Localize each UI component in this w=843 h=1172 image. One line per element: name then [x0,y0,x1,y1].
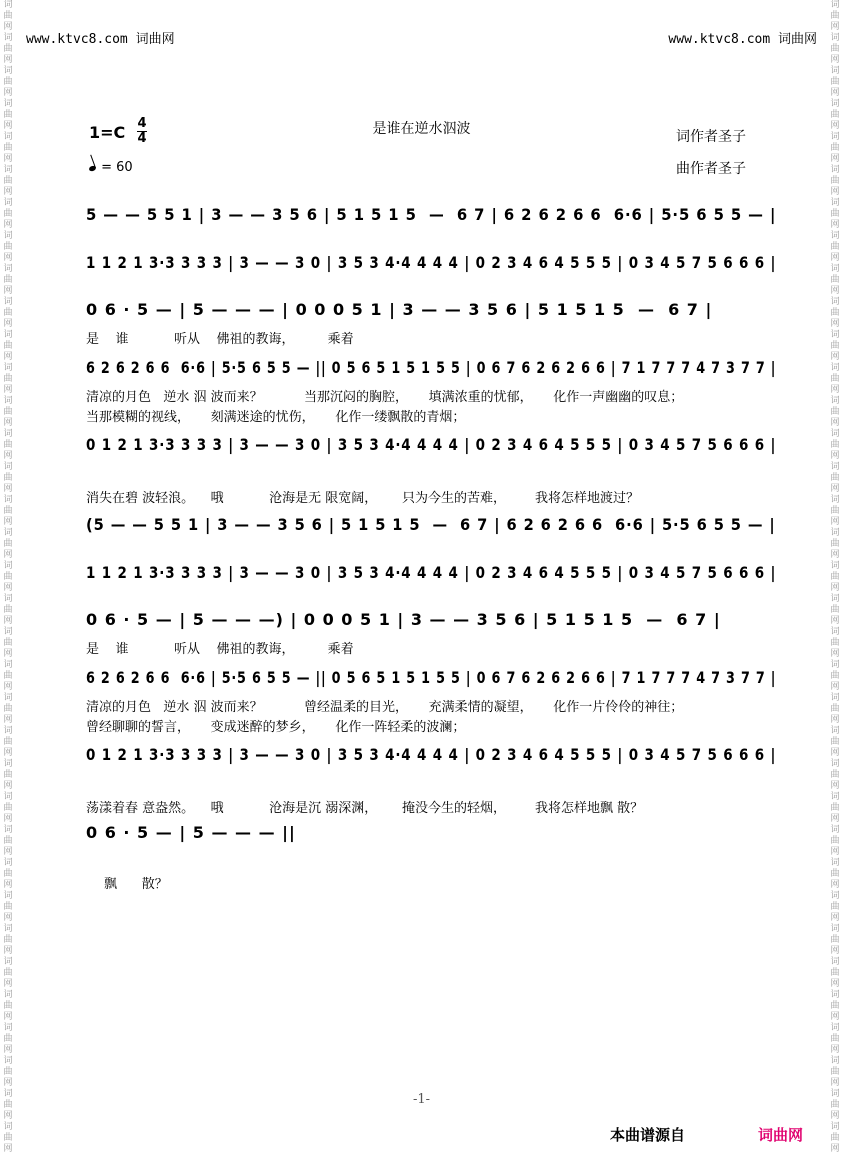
watermark-char: 曲 [3,143,13,153]
watermark-char: 词 [830,627,840,637]
watermark-char: 曲 [830,1100,840,1110]
watermark-char: 曲 [3,935,13,945]
watermark-char: 词 [830,198,840,208]
score-system [86,515,776,535]
watermark-char: 曲 [830,11,840,21]
watermark-char: 词 [3,99,13,109]
watermark-char: 词 [3,957,13,967]
watermark-char: 网 [3,847,13,857]
watermark-char: 网 [830,22,840,32]
watermark-char: 曲 [830,671,840,681]
watermark-char: 词 [830,528,840,538]
watermark-char: 曲 [3,242,13,252]
watermark-char: 词 [3,1089,13,1099]
watermark-char: 词 [3,759,13,769]
watermark-char: 网 [830,979,840,989]
watermark-char: 曲 [830,935,840,945]
watermark-char: 网 [830,1111,840,1121]
score-system [86,300,768,320]
watermark-char: 网 [3,517,13,527]
watermark-char: 词 [3,891,13,901]
watermark-char: 网 [3,319,13,329]
watermark-char: 曲 [830,275,840,285]
watermark-char: 词 [3,660,13,670]
watermark-char: 词 [830,33,840,43]
watermark-char: 网 [830,121,840,131]
score-system [86,253,777,273]
notation-line: 6 2 6 2 6 6 6·6 | 5·5 6 5 5 — || 0 5 6 5 1 5 1 5 5 | 0 6 7 6 2 6 2 6 6 | 7 1 7 7 7 4 7 3 7 7 | [86,668,777,687]
watermark-char: 网 [830,484,840,494]
watermark-char: 词 [830,561,840,571]
watermark-char: 网 [830,847,840,857]
time-signature-bottom: 4 [137,131,147,146]
watermark-char: 词 [830,1023,840,1033]
notation-line: 0 6 · 5 — | 5 — — — | 0 0 0 5 1 | 3 — — 3 5 6 | 5 1 5 1 5 — 6 7 | [86,300,713,319]
watermark-char: 网 [830,352,840,362]
watermark-char: 词 [830,231,840,241]
watermark-char: 网 [830,649,840,659]
watermark-char: 网 [830,319,840,329]
watermark-char: 网 [830,1012,840,1022]
score-system [86,563,777,583]
score-system [86,205,777,225]
watermark-char: 曲 [3,737,13,747]
watermark-char: 曲 [830,803,840,813]
watermark-char: 网 [830,55,840,65]
watermark-char: 曲 [3,869,13,879]
watermark-char: 曲 [830,77,840,87]
watermark-char: 词 [830,825,840,835]
watermark-char: 词 [3,429,13,439]
watermark-char: 网 [830,748,840,758]
watermark-char: 曲 [830,209,840,219]
watermark-char: 词 [830,132,840,142]
score-system [86,668,777,688]
watermark-char: 曲 [3,110,13,120]
watermark-char: 网 [3,682,13,692]
watermark-char: 曲 [830,572,840,582]
watermark-char: 词 [3,726,13,736]
watermark-char: 网 [830,682,840,692]
watermark-char: 网 [830,715,840,725]
left-watermark-strip [0,0,16,1172]
header-watermark-left: www.ktvc8.com 词曲网 [26,32,175,47]
watermark-char: 词 [3,594,13,604]
watermark-char: 曲 [3,638,13,648]
watermark-char: 曲 [830,44,840,54]
watermark-char: 曲 [3,440,13,450]
watermark-char: 曲 [830,1001,840,1011]
time-signature-top: 4 [137,116,147,131]
watermark-char: 曲 [830,308,840,318]
watermark-char: 词 [3,0,13,10]
watermark-char: 曲 [830,110,840,120]
watermark-char: 词 [3,1122,13,1132]
song-title: 是谁在逆水泅波 [372,121,471,137]
watermark-char: 网 [830,1045,840,1055]
watermark-char: 词 [830,165,840,175]
page-number: -1- [412,1092,431,1107]
quarter-note-icon [88,165,96,172]
watermark-char: 网 [830,880,840,890]
watermark-char: 词 [830,264,840,274]
watermark-char: 网 [3,1111,13,1121]
key-signature: 1=C [89,123,126,142]
watermark-char: 词 [3,264,13,274]
watermark-char: 词 [830,924,840,934]
watermark-char: 网 [3,550,13,560]
watermark-char: 曲 [3,473,13,483]
watermark-char: 曲 [830,341,840,351]
notation-line: 1 1 2 1 3·3 3 3 3 | 3 — — 3 0 | 3 5 3 4·4 4 4 4 | 0 2 3 4 6 4 5 5 5 | 0 3 4 5 7 5 6 6 6 | [86,253,777,272]
watermark-char: 曲 [3,836,13,846]
watermark-char: 词 [3,495,13,505]
watermark-char: 网 [3,946,13,956]
notation-line: (5 — — 5 5 1 | 3 — — 3 5 6 | 5 1 5 1 5 — 6 7 | 6 2 6 2 6 6 6·6 | 5·5 6 5 5 — | [86,515,776,534]
watermark-char: 词 [830,363,840,373]
watermark-char: 网 [3,154,13,164]
watermark-char: 词 [3,693,13,703]
watermark-char: 词 [830,594,840,604]
lyric-line: 清凉的月色 逆水 泅 波而来？ 曾经温柔的目光， 充满柔情的凝望， 化作一片伶伶的神往； [86,700,684,715]
watermark-char: 曲 [3,770,13,780]
watermark-char: 曲 [3,176,13,186]
watermark-char: 词 [830,759,840,769]
watermark-char: 网 [3,781,13,791]
watermark-char: 曲 [3,671,13,681]
watermark-char: 词 [830,462,840,472]
watermark-char: 曲 [3,44,13,54]
right-watermark-strip [827,0,843,1172]
score-system [86,435,777,455]
watermark-char: 网 [830,154,840,164]
watermark-char: 网 [830,814,840,824]
header-watermark-right: www.ktvc8.com 词曲网 [668,32,817,47]
watermark-char: 网 [3,286,13,296]
watermark-char: 曲 [3,1100,13,1110]
watermark-char: 曲 [830,473,840,483]
tempo-marking [89,160,133,175]
watermark-char: 曲 [830,143,840,153]
source-label: 本曲谱源自 [610,1126,686,1144]
lyric-line: 消失在碧 波轻浪。 哦 沧海是无 限宽阔， 只为今生的苦难， 我将怎样地渡过？ [86,491,639,506]
watermark-char: 曲 [830,1067,840,1077]
watermark-char: 曲 [3,1067,13,1077]
watermark-char: 网 [3,649,13,659]
lyric-line: 是 谁 听从 佛祖的教诲， 乘着 [86,332,354,347]
watermark-char: 网 [3,913,13,923]
score-system [86,745,777,765]
lyric-line: 清凉的月色 逆水 泅 波而来？ 当那沉闷的胸腔， 填满浓重的忧郁， 化作一声幽幽的叹息； [86,390,684,405]
watermark-char: 网 [830,385,840,395]
watermark-char: 曲 [3,407,13,417]
watermark-char: 词 [830,726,840,736]
lyric-line: 是 谁 听从 佛祖的教诲， 乘着 [86,642,354,657]
watermark-char: 曲 [830,407,840,417]
watermark-char: 网 [830,517,840,527]
watermark-char: 词 [830,891,840,901]
watermark-char: 网 [3,187,13,197]
watermark-char: 词 [3,561,13,571]
score-system [86,358,777,378]
watermark-char: 词 [3,330,13,340]
watermark-char: 网 [830,187,840,197]
watermark-char: 网 [3,1078,13,1088]
watermark-char: 词 [3,66,13,76]
watermark-char: 网 [830,1078,840,1088]
watermark-char: 网 [830,550,840,560]
watermark-char: 词 [830,99,840,109]
watermark-char: 网 [3,715,13,725]
watermark-char: 曲 [3,374,13,384]
watermark-char: 曲 [830,638,840,648]
watermark-char: 曲 [3,341,13,351]
watermark-char: 网 [830,253,840,263]
watermark-char: 曲 [3,902,13,912]
watermark-char: 网 [830,286,840,296]
watermark-char: 曲 [3,308,13,318]
watermark-char: 曲 [3,1001,13,1011]
watermark-char: 网 [3,484,13,494]
watermark-char: 网 [830,418,840,428]
watermark-char: 曲 [3,704,13,714]
composer-credit: 曲作者圣子 [676,161,746,177]
source-brand: 词曲网 [758,1126,804,1144]
watermark-char: 曲 [830,1133,840,1143]
watermark-char: 网 [3,451,13,461]
watermark-char: 网 [3,1045,13,1055]
watermark-char: 词 [830,396,840,406]
watermark-char: 网 [830,946,840,956]
notation-line: 0 6 · 5 — | 5 — — —) | 0 0 0 5 1 | 3 — — 3 5 6 | 5 1 5 1 5 — 6 7 | [86,610,721,629]
lyric-line: 飘 散？ [104,877,168,892]
lyricist-credit: 词作者圣子 [676,129,746,145]
notation-line: 0 1 2 1 3·3 3 3 3 | 3 — — 3 0 | 3 5 3 4·4 4 4 4 | 0 2 3 4 6 4 5 5 5 | 0 3 4 5 7 5 6 6 6 | [86,435,777,454]
watermark-char: 词 [3,528,13,538]
watermark-char: 词 [3,132,13,142]
watermark-char: 曲 [830,506,840,516]
watermark-char: 网 [3,880,13,890]
watermark-char: 曲 [830,902,840,912]
time-signature [137,117,147,146]
watermark-char: 词 [830,957,840,967]
notation-line: 6 2 6 2 6 6 6·6 | 5·5 6 5 5 — || 0 5 6 5 1 5 1 5 5 | 0 6 7 6 2 6 2 6 6 | 7 1 7 7 7 4 7 3 7 7 | [86,358,777,377]
notation-line: 5 — — 5 5 1 | 3 — — 3 5 6 | 5 1 5 1 5 — 6 7 | 6 2 6 2 6 6 6·6 | 5·5 6 5 5 — | [86,205,777,224]
watermark-char: 网 [830,451,840,461]
watermark-char: 词 [3,924,13,934]
watermark-char: 词 [3,858,13,868]
watermark-char: 曲 [830,242,840,252]
watermark-char: 词 [3,396,13,406]
tempo-value: = 60 [101,160,133,175]
watermark-char: 网 [3,979,13,989]
watermark-char: 词 [3,825,13,835]
watermark-char: 网 [3,22,13,32]
watermark-char: 词 [3,990,13,1000]
watermark-char: 曲 [830,869,840,879]
watermark-char: 词 [830,660,840,670]
watermark-char: 词 [3,1056,13,1066]
watermark-char: 网 [830,88,840,98]
watermark-char: 网 [3,616,13,626]
watermark-char: 词 [830,1089,840,1099]
watermark-char: 曲 [830,968,840,978]
watermark-char: 曲 [3,572,13,582]
lyric-line: 荡漾着春 意盎然。 哦 沧海是沉 溺深渊， 掩没今生的轻烟， 我将怎样地飘 散？ [86,801,644,816]
watermark-char: 曲 [830,770,840,780]
watermark-char: 词 [830,792,840,802]
watermark-char: 曲 [3,506,13,516]
watermark-char: 网 [3,220,13,230]
watermark-char: 词 [3,198,13,208]
watermark-char: 网 [3,352,13,362]
watermark-char: 网 [3,121,13,131]
watermark-char: 网 [3,385,13,395]
watermark-char: 曲 [830,374,840,384]
watermark-char: 网 [830,913,840,923]
watermark-char: 词 [3,462,13,472]
watermark-char: 词 [830,1122,840,1132]
watermark-char: 网 [3,253,13,263]
watermark-char: 曲 [3,209,13,219]
lyric-line: 曾经聊聊的誓言， 变成迷醉的梦乡， 化作一阵轻柔的波澜； [86,720,466,735]
watermark-char: 曲 [830,440,840,450]
watermark-char: 网 [830,616,840,626]
watermark-char: 词 [3,165,13,175]
notation-line: 0 1 2 1 3·3 3 3 3 | 3 — — 3 0 | 3 5 3 4·4 4 4 4 | 0 2 3 4 6 4 5 5 5 | 0 3 4 5 7 5 6 6 6 | [86,745,777,764]
watermark-char: 网 [3,748,13,758]
watermark-char: 曲 [3,275,13,285]
watermark-char: 网 [830,1144,840,1154]
watermark-char: 曲 [830,704,840,714]
watermark-char: 曲 [830,176,840,186]
watermark-char: 曲 [3,803,13,813]
watermark-char: 网 [3,814,13,824]
watermark-char: 网 [3,583,13,593]
watermark-char: 网 [3,1012,13,1022]
watermark-char: 词 [3,627,13,637]
watermark-char: 词 [3,1023,13,1033]
watermark-char: 词 [830,495,840,505]
watermark-char: 词 [830,66,840,76]
watermark-char: 曲 [3,1034,13,1044]
watermark-char: 词 [3,297,13,307]
score-system [86,823,768,843]
watermark-char: 曲 [3,539,13,549]
lyric-line: 当那模糊的视线， 刻满迷途的忧伤， 化作一缕飘散的青烟； [86,410,466,425]
watermark-char: 曲 [3,77,13,87]
watermark-char: 词 [830,693,840,703]
score-system [86,610,768,630]
watermark-char: 词 [3,33,13,43]
watermark-char: 词 [830,429,840,439]
watermark-char: 网 [3,55,13,65]
watermark-char: 网 [830,220,840,230]
watermark-char: 曲 [830,1034,840,1044]
watermark-char: 网 [3,1144,13,1154]
notation-line: 1 1 2 1 3·3 3 3 3 | 3 — — 3 0 | 3 5 3 4·4 4 4 4 | 0 2 3 4 6 4 5 5 5 | 0 3 4 5 7 5 6 6 6 | [86,563,777,582]
watermark-char: 词 [830,0,840,10]
watermark-char: 网 [830,781,840,791]
watermark-char: 网 [830,583,840,593]
watermark-char: 曲 [830,605,840,615]
watermark-char: 曲 [3,11,13,21]
watermark-char: 词 [3,231,13,241]
watermark-char: 网 [3,88,13,98]
watermark-char: 词 [3,792,13,802]
watermark-char: 曲 [3,968,13,978]
watermark-char: 曲 [3,1133,13,1143]
watermark-char: 词 [830,990,840,1000]
watermark-char: 曲 [830,737,840,747]
watermark-char: 曲 [3,605,13,615]
watermark-char: 词 [830,858,840,868]
watermark-char: 词 [830,297,840,307]
watermark-char: 词 [830,330,840,340]
watermark-char: 曲 [830,539,840,549]
watermark-char: 词 [3,363,13,373]
watermark-char: 网 [3,418,13,428]
watermark-char: 词 [830,1056,840,1066]
watermark-char: 曲 [830,836,840,846]
notation-line: 0 6 · 5 — | 5 — — — || [86,823,296,842]
